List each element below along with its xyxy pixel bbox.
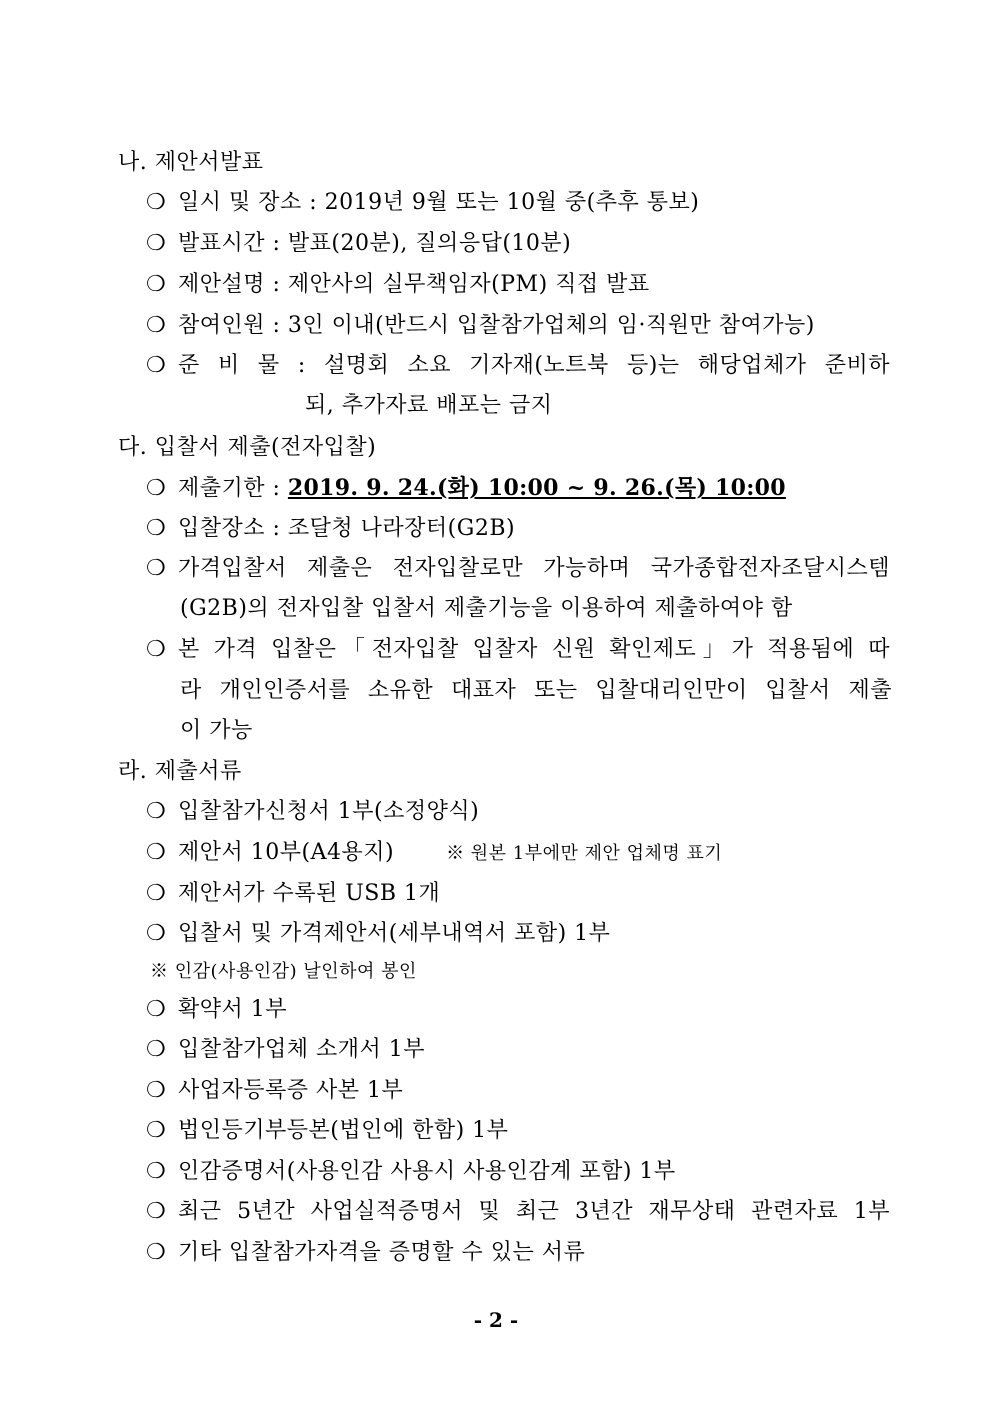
list-item-text: 참여인원 : 3인 이내(반드시 입찰참가업체의 임·직원만 참여가능) <box>178 313 815 338</box>
bullet-circle-icon: ❍ <box>146 799 167 824</box>
bullet-circle-icon: ❍ <box>146 840 167 865</box>
list-item-text: 사업자등록증 사본 1부 <box>178 1078 404 1103</box>
list-item-text: 일시 및 장소 : 2019년 9월 또는 10월 중(추후 통보) <box>178 190 700 215</box>
list-item-text: 제안서가 수록된 USB 1개 <box>178 881 441 906</box>
list-item <box>146 188 699 218</box>
list-item <box>146 1157 676 1187</box>
bullet-circle-icon: ❍ <box>146 1159 167 1184</box>
list-item <box>146 995 287 1025</box>
deadline-label: 제출기한 : <box>178 476 288 501</box>
bullet-circle-icon: ❍ <box>146 190 167 215</box>
list-item <box>146 1238 585 1268</box>
list-item <box>146 635 890 665</box>
deadline-value: 2019. 9. 24.(화) 10:00 ~ 9. 26.(목) 10:00 <box>287 475 786 501</box>
list-item-continuation <box>180 676 892 706</box>
bullet-circle-icon: ❍ <box>146 1118 167 1143</box>
bullet-circle-icon: ❍ <box>146 516 167 541</box>
list-item-text: 입찰서 및 가격제안서(세부내역서 포함) 1부 <box>178 921 611 946</box>
bullet-circle-icon: ❍ <box>146 1078 167 1103</box>
bullet-circle-icon: ❍ <box>146 921 167 946</box>
bullet-circle-icon: ❍ <box>146 313 167 338</box>
list-item <box>146 797 479 827</box>
list-item <box>146 1076 403 1106</box>
bullet-circle-icon: ❍ <box>146 1199 167 1224</box>
section-heading-documents: 라. 제출서류 <box>118 759 242 784</box>
list-item <box>146 514 515 544</box>
list-item <box>146 554 890 584</box>
section-heading-presentation: 나. 제안서발표 <box>118 150 264 175</box>
list-item <box>146 270 650 300</box>
inline-note: ※ 원본 1부에만 제안 업체명 표기 <box>446 843 723 864</box>
list-item-continuation: (G2B)의 전자입찰 입찰서 제출기능을 이용하여 제출하여야 함 <box>180 596 793 621</box>
list-item-continuation: 되, 추가자료 배포는 금지 <box>305 393 553 418</box>
list-item-continuation: 이 가능 <box>180 718 253 743</box>
list-item-text: 인감증명서(사용인감 사용시 사용인감계 포함) 1부 <box>178 1159 676 1184</box>
bullet-circle-icon: ❍ <box>146 997 167 1022</box>
list-item <box>146 229 571 259</box>
bullet-circle-icon: ❍ <box>146 637 167 662</box>
bullet-circle-icon: ❍ <box>146 231 167 256</box>
list-item-continuation-text: 라 개인인증서를 소유한 대표자 또는 입찰대리인만이 입찰서 제출 <box>180 678 892 703</box>
list-item-text: 가격입찰서 제출은 전자입찰로만 가능하며 국가종합전자조달시스템 <box>178 556 890 581</box>
list-item-text: 발표시간 : 발표(20분), 질의응답(10분) <box>178 231 572 256</box>
list-item <box>146 351 890 381</box>
list-item-text: 기타 입찰참가자격을 증명할 수 있는 서류 <box>178 1240 586 1265</box>
list-item-text: 법인등기부등본(법인에 한함) 1부 <box>178 1118 509 1143</box>
bullet-circle-icon: ❍ <box>146 881 167 906</box>
list-item-text: 확약서 1부 <box>178 997 287 1022</box>
list-item <box>146 1116 508 1146</box>
list-item <box>146 311 815 341</box>
list-item <box>146 1197 890 1227</box>
seal-note: ※ 인감(사용인감) 날인하여 봉인 <box>150 961 417 982</box>
bullet-circle-icon: ❍ <box>146 1240 167 1265</box>
list-item <box>146 473 786 504</box>
list-item-text: 제안서 10부(A4용지) <box>178 840 395 865</box>
list-item-text: 최근 5년간 사업실적증명서 및 최근 3년간 재무상태 관련자료 1부 <box>178 1199 890 1224</box>
bullet-circle-icon: ❍ <box>146 556 167 581</box>
list-item <box>146 879 440 909</box>
bullet-circle-icon: ❍ <box>146 353 167 378</box>
list-item <box>146 838 722 869</box>
list-item-text: 제안설명 : 제안사의 실무책임자(PM) 직접 발표 <box>178 272 650 297</box>
bullet-circle-icon: ❍ <box>146 272 167 297</box>
list-item-text: 준 비 물 : 설명회 소요 기자재(노트북 등)는 해당업체가 준비하 <box>178 353 890 378</box>
list-item-text: 본 가격 입찰은「전자입찰 입찰자 신원 확인제도」가 적용됨에 따 <box>178 637 890 662</box>
list-item-text: 입찰장소 : 조달청 나라장터(G2B) <box>178 516 516 541</box>
list-item-text: 입찰참가업체 소개서 1부 <box>178 1037 426 1062</box>
list-item <box>146 1035 425 1065</box>
page-number: - 2 - <box>473 1308 519 1332</box>
list-item-text: 입찰참가신청서 1부(소정양식) <box>178 799 480 824</box>
bullet-circle-icon: ❍ <box>146 476 167 501</box>
section-heading-bid-submission: 다. 입찰서 제출(전자입찰) <box>118 435 377 460</box>
list-item <box>146 919 610 949</box>
bullet-circle-icon: ❍ <box>146 1037 167 1062</box>
